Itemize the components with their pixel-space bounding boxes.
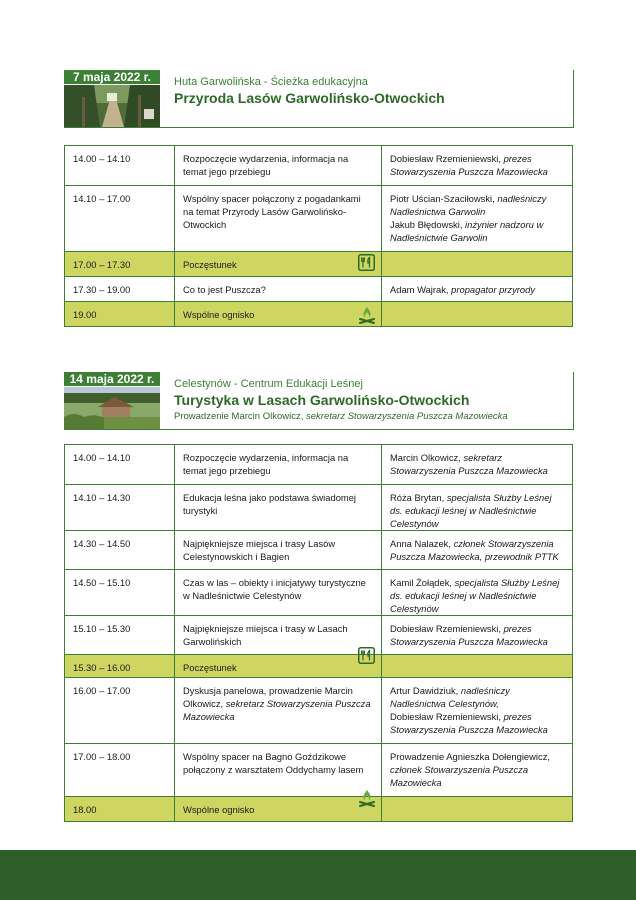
event-title: Przyroda Lasów Garwolińsko-Otwockich	[174, 90, 445, 106]
speaker-cell	[382, 302, 573, 327]
speaker-cell	[382, 186, 573, 252]
speaker-role: prezes Stowarzyszenia Puszcza Mazowiecka	[390, 623, 548, 647]
speaker-cell	[382, 445, 573, 485]
speaker-name: Dobiesław Rzemieniewski,	[390, 153, 501, 164]
event-location: Celestynów - Centrum Edukacji Leśnej	[174, 378, 363, 390]
time-cell: 14.00 – 14.10	[65, 146, 175, 186]
speaker-role: prezes Stowarzyszenia Puszcza Mazowiecka	[390, 711, 548, 735]
speaker-role: specjalista Służby Leśnej ds. edukacji leśnej w Nadleśnictwie Celestynów	[390, 577, 560, 614]
speaker-name: Róża Brytan,	[390, 492, 445, 503]
speaker-cell	[382, 146, 573, 186]
time-cell: 15.10 – 15.30	[65, 616, 175, 655]
table-row-campfire	[65, 797, 573, 822]
activity-cell: Wspólne ognisko	[175, 797, 382, 822]
time-cell: 18.00	[65, 797, 175, 822]
speaker-name: Prowadzenie Agnieszka Dołengiewicz,	[390, 751, 550, 762]
table-row	[65, 616, 573, 655]
campfire-icon	[358, 789, 376, 812]
event-date: 7 maja 2022 r.	[64, 70, 160, 84]
campfire-icon	[358, 306, 376, 329]
activity-cell: Dyskusja panelowa, prowadzenie Marcin Olkowicz, sekretarz Stowarzyszenia Puszcza Mazowiecka	[175, 678, 382, 744]
time-cell: 17.00 – 17.30	[65, 252, 175, 277]
table-row	[65, 744, 573, 797]
table-row-campfire	[65, 302, 573, 327]
table-row	[65, 678, 573, 744]
table-row	[65, 531, 573, 570]
activity-cell: Czas w las – obiekty i inicjatywy turystyczne w Nadleśnictwie Celestynów	[175, 570, 382, 616]
activity-cell: Najpiękniejsze miejsca i trasy w Lasach Garwolińskich	[175, 616, 382, 655]
activity-cell: Najpiękniejsze miejsca i trasy Lasów Celestynowskich i Bagien	[175, 531, 382, 570]
speaker-name: Piotr Uścian-Szaciłowski,	[390, 193, 495, 204]
speaker-role: specjalista Służby Leśnej ds. edukacji leśnej w Nadleśnictwie Celestynów	[390, 492, 552, 529]
speaker-cell	[382, 797, 573, 822]
event-date: 14 maja 2022 r.	[64, 372, 160, 386]
time-cell: 14.10 – 17.00	[65, 186, 175, 252]
activity-cell: Wspólny spacer na Bagno Goździkowe połączony z warsztatem Oddychamy lasem	[175, 744, 382, 797]
speaker-cell	[382, 655, 573, 678]
time-cell: 14.00 – 14.10	[65, 445, 175, 485]
speaker-cell	[382, 277, 573, 302]
activity-cell: Rozpoczęcie wydarzenia, informacja na temat jego przebiegu	[175, 146, 382, 186]
speaker-name: Anna Nalazek,	[390, 538, 451, 549]
table-row	[65, 485, 573, 531]
table-row	[65, 146, 573, 186]
speaker-cell	[382, 570, 573, 616]
speaker-cell	[382, 531, 573, 570]
activity-cell: Poczęstunek	[175, 252, 382, 277]
time-cell: 17.00 – 18.00	[65, 744, 175, 797]
speaker-name: Dobiesław Rzemieniewski,	[390, 711, 501, 722]
event-host: Prowadzenie Marcin Olkowicz, sekretarz Stowarzyszenia Puszcza Mazowiecka	[174, 411, 508, 422]
activity-cell: Co to jest Puszcza?	[175, 277, 382, 302]
cutlery-icon	[358, 254, 375, 276]
speaker-role: członek Stowarzyszenia Puszcza Mazowiecka	[390, 764, 529, 788]
speaker-name: Jakub Błędowski,	[390, 219, 463, 230]
activity-cell: Wspólne ognisko	[175, 302, 382, 327]
table-row	[65, 570, 573, 616]
activity-cell: Wspólny spacer połączony z pogadankami na temat Przyrody Lasów Garwolińsko-Otwockich	[175, 186, 382, 252]
cutlery-icon	[358, 647, 375, 669]
speaker-role: członek Stowarzyszenia Puszcza Mazowiecka, przewodnik PTTK	[390, 538, 559, 562]
table-row-break	[65, 252, 573, 277]
speaker-cell	[382, 616, 573, 655]
table-row	[65, 445, 573, 485]
speaker-role: inżynier nadzoru w Nadleśnictwie Garwolin	[390, 219, 544, 243]
speaker-role: propagator przyrody	[451, 284, 536, 295]
footer-band	[0, 850, 636, 900]
table-row	[65, 186, 573, 252]
activity-cell: Poczęstunek	[175, 655, 382, 678]
table-row	[65, 277, 573, 302]
time-cell: 19.00	[65, 302, 175, 327]
speaker-role: sekretarz Stowarzyszenia Puszcza Mazowiecka	[390, 452, 548, 476]
event-title: Turystyka w Lasach Garwolińsko-Otwockich	[174, 392, 470, 408]
speaker-name: Kamil Żołądek,	[390, 577, 453, 588]
speaker-cell	[382, 485, 573, 531]
time-cell: 16.00 – 17.00	[65, 678, 175, 744]
event-2-header	[64, 372, 574, 430]
activity-cell: Edukacja leśna jako podstawa świadomej turystyki	[175, 485, 382, 531]
event-location: Huta Garwolińska - Ścieżka edukacyjna	[174, 76, 368, 88]
speaker-cell	[382, 678, 573, 744]
speaker-role: nadleśniczy Nadleśnictwa Garwolin	[390, 193, 547, 217]
time-cell: 15.30 – 16.00	[65, 655, 175, 678]
speaker-name: Artur Dawidziuk,	[390, 685, 459, 696]
time-cell: 14.10 – 14.30	[65, 485, 175, 531]
speaker-cell	[382, 744, 573, 797]
forest-path-photo	[64, 85, 160, 127]
speaker-name: Adam Wajrak,	[390, 284, 449, 295]
speaker-role: nadleśniczy Nadleśnictwa Celestynów,	[390, 685, 510, 709]
education-center-photo	[64, 387, 160, 429]
time-cell: 14.50 – 15.10	[65, 570, 175, 616]
event-1-header	[64, 70, 574, 128]
activity-cell: Rozpoczęcie wydarzenia, informacja na temat jego przebiegu	[175, 445, 382, 485]
speaker-name: Marcin Olkowicz,	[390, 452, 461, 463]
speaker-cell	[382, 252, 573, 277]
table-row-break	[65, 655, 573, 678]
event-2-schedule	[64, 444, 573, 822]
time-cell: 14.30 – 14.50	[65, 531, 175, 570]
event-1-schedule	[64, 145, 573, 327]
speaker-name: Dobiesław Rzemieniewski,	[390, 623, 501, 634]
speaker-role: prezes Stowarzyszenia Puszcza Mazowiecka	[390, 153, 548, 177]
time-cell: 17.30 – 19.00	[65, 277, 175, 302]
